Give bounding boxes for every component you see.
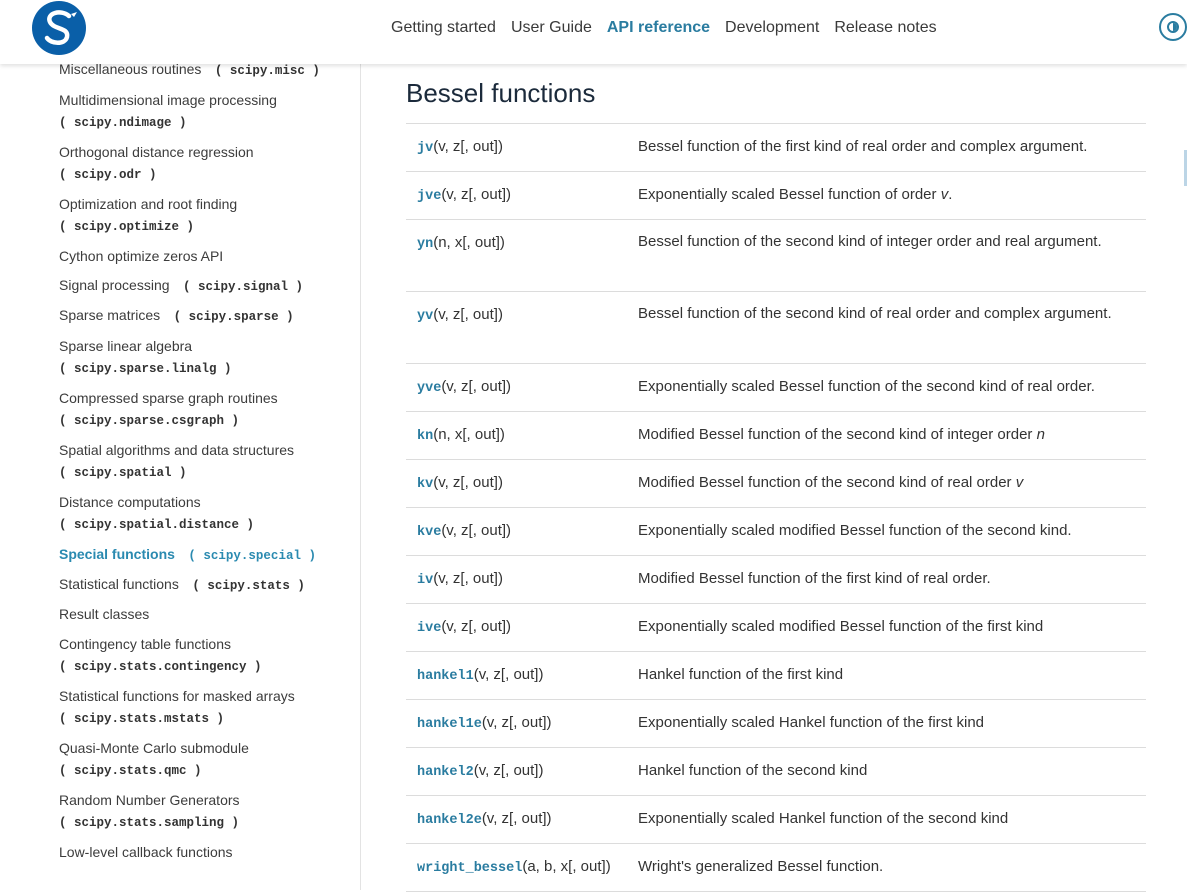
sidebar-item[interactable] — [59, 389, 278, 430]
sidebar-item-label: Random Number Generators — [59, 792, 240, 808]
function-signature — [417, 234, 505, 252]
nav-release-notes[interactable]: Release notes — [834, 19, 937, 36]
nav-api-reference[interactable]: API reference — [606, 19, 711, 36]
sidebar-item-label: Special functions — [59, 546, 175, 562]
function-args: (v, z[, out]) — [433, 138, 503, 155]
sidebar-item-module: ( scipy.sparse.linalg ) — [59, 362, 232, 376]
nav-user-guide[interactable]: User Guide — [510, 19, 592, 36]
sidebar-item[interactable] — [59, 605, 149, 623]
function-args: (v, z[, out]) — [473, 762, 544, 779]
table-row — [406, 292, 1146, 364]
sidebar-item-label: Low-level callback functions — [59, 844, 233, 860]
sidebar-item[interactable] — [59, 687, 295, 728]
sidebar-item[interactable] — [59, 843, 233, 861]
function-args: (v, z[, out]) — [481, 714, 552, 731]
function-description: Exponentially scaled Bessel function of order v. — [638, 186, 953, 203]
sidebar-item-label: Multidimensional image processing — [59, 92, 277, 108]
function-description: Hankel function of the first kind — [638, 666, 844, 683]
table-row — [406, 748, 1146, 796]
nav-getting-started[interactable]: Getting started — [391, 19, 496, 36]
table-row — [406, 604, 1146, 652]
page-title: Bessel functions — [406, 78, 596, 108]
sidebar-item[interactable] — [59, 64, 320, 80]
table-row — [406, 844, 1146, 892]
top-nav — [391, 18, 952, 38]
sidebar-item-label: Sparse linear algebra — [59, 338, 193, 354]
sidebar-item-module: ( scipy.stats.sampling ) — [59, 816, 240, 830]
function-signature — [417, 186, 511, 204]
sidebar-item-module: ( scipy.odr ) — [59, 168, 157, 182]
theme-toggle-button[interactable] — [1159, 13, 1187, 41]
function-args: (v, z[, out]) — [481, 810, 552, 827]
function-link[interactable]: iv — [417, 573, 434, 588]
function-description: Exponentially scaled modified Bessel function of the second kind. — [638, 522, 1072, 539]
table-row — [406, 556, 1146, 604]
function-description: Exponentially scaled Hankel function of the first kind — [638, 714, 985, 731]
sidebar-item-module: ( scipy.stats.contingency ) — [59, 660, 262, 674]
function-signature — [417, 570, 503, 588]
function-link[interactable]: wright_bessel — [417, 861, 523, 876]
function-link[interactable]: kv — [417, 477, 434, 492]
sidebar-item[interactable] — [59, 545, 316, 565]
sidebar-item-label: Statistical functions — [59, 576, 179, 592]
function-args: (v, z[, out]) — [441, 378, 512, 395]
sidebar-item-label: Contingency table functions — [59, 636, 231, 652]
table-row — [406, 508, 1146, 556]
function-signature — [417, 138, 503, 156]
function-link[interactable]: yn — [417, 237, 434, 252]
sidebar-item-label: Compressed sparse graph routines — [59, 390, 278, 406]
sidebar-item[interactable] — [59, 635, 262, 676]
function-link[interactable]: hankel1 — [417, 669, 474, 684]
function-args: (n, x[, out]) — [433, 426, 505, 443]
sidebar-item-module: ( scipy.stats.mstats ) — [59, 712, 225, 726]
function-signature — [417, 858, 611, 876]
sidebar-item[interactable] — [59, 575, 305, 595]
function-args: (v, z[, out]) — [433, 570, 503, 587]
function-description: Bessel function of the second kind of integer order and real argument. — [638, 233, 1102, 250]
sidebar-item[interactable] — [59, 247, 223, 265]
function-description: Exponentially scaled Hankel function of the second kind — [638, 810, 1009, 827]
function-signature — [417, 378, 511, 396]
function-description: Modified Bessel function of the first kind of real order. — [638, 570, 991, 587]
sidebar-item[interactable] — [59, 493, 254, 534]
function-link[interactable]: jv — [417, 141, 434, 156]
sidebar-item-label: Miscellaneous routines — [59, 64, 202, 77]
function-args: (v, z[, out]) — [441, 522, 512, 539]
sidebar-item[interactable] — [59, 306, 294, 326]
function-description: Exponentially scaled Bessel function of the second kind of real order. — [638, 378, 1095, 395]
sidebar-item-label: Distance computations — [59, 494, 201, 510]
function-signature — [417, 714, 552, 732]
function-description: Modified Bessel function of the second kind of real order v — [638, 474, 1024, 491]
function-signature — [417, 474, 503, 492]
function-description: Exponentially scaled modified Bessel function of the first kind — [638, 618, 1044, 635]
function-args: (n, x[, out]) — [433, 234, 505, 251]
function-args: (v, z[, out]) — [433, 306, 503, 323]
table-row — [406, 364, 1146, 412]
sidebar-item[interactable] — [59, 91, 277, 132]
function-link[interactable]: yv — [417, 309, 434, 324]
table-row — [406, 124, 1146, 172]
function-signature — [417, 762, 543, 780]
function-signature — [417, 666, 543, 684]
sidebar-item-module: ( scipy.stats.qmc ) — [59, 764, 202, 778]
sidebar-item-module: ( scipy.spatial.distance ) — [59, 518, 255, 532]
table-row — [406, 700, 1146, 748]
sidebar-item-module: ( scipy.stats ) — [184, 579, 305, 593]
sidebar-item-label: Cython optimize zeros API — [59, 248, 224, 264]
sidebar-item-module: ( scipy.optimize ) — [59, 220, 195, 234]
sidebar-item-label: Optimization and root finding — [59, 196, 238, 212]
function-args: (v, z[, out]) — [473, 666, 544, 683]
sidebar-item[interactable] — [59, 791, 240, 832]
function-link[interactable]: ive — [417, 621, 442, 636]
table-row — [406, 652, 1146, 700]
function-link[interactable]: hankel2 — [417, 765, 474, 780]
function-description: Bessel function of the second kind of real order and complex argument. — [638, 305, 1112, 322]
function-args: (v, z[, out]) — [441, 618, 512, 635]
sidebar-item[interactable] — [59, 337, 232, 378]
sidebar-item-module: ( scipy.spatial ) — [59, 466, 187, 480]
sidebar-item-module: ( scipy.special ) — [180, 549, 316, 563]
function-description: Bessel function of the first kind of real order and complex argument. — [638, 138, 1088, 155]
table-row — [406, 412, 1146, 460]
function-description: Hankel function of the second kind — [638, 762, 868, 779]
sidebar-item-module: ( scipy.ndimage ) — [59, 116, 187, 130]
sidebar-item-label: Statistical functions for masked arrays — [59, 688, 295, 704]
sidebar-item[interactable] — [59, 143, 254, 184]
sidebar-item-label: Spatial algorithms and data structures — [59, 442, 295, 458]
sidebar-item[interactable] — [59, 441, 294, 482]
nav-development[interactable]: Development — [725, 19, 820, 36]
sidebar-item[interactable] — [59, 276, 303, 296]
sidebar-item[interactable] — [59, 195, 237, 236]
function-description: Modified Bessel function of the second kind of integer order n — [638, 426, 1045, 443]
function-link[interactable]: yve — [417, 381, 442, 396]
sidebar-item-module: ( scipy.misc ) — [207, 64, 320, 78]
table-row — [406, 172, 1146, 220]
function-signature — [417, 426, 505, 444]
sidebar — [0, 64, 361, 890]
sidebar-item-label: Orthogonal distance regression — [59, 144, 254, 160]
function-link[interactable]: kve — [417, 525, 442, 540]
main-content — [361, 64, 1187, 890]
scipy-logo-icon[interactable] — [31, 0, 87, 56]
function-link[interactable]: kn — [417, 429, 434, 444]
function-description: Wright's generalized Bessel function. — [638, 858, 884, 875]
table-row — [406, 460, 1146, 508]
sidebar-item-label: Signal processing — [59, 277, 170, 293]
top-header — [0, 0, 1187, 64]
sidebar-item-module: ( scipy.signal ) — [175, 280, 304, 294]
theme-toggle-icon — [1167, 21, 1179, 33]
sidebar-item-module: ( scipy.sparse.csgraph ) — [59, 414, 240, 428]
function-signature — [417, 522, 511, 540]
table-row — [406, 220, 1146, 292]
function-link[interactable]: hankel1e — [417, 717, 482, 732]
sidebar-item-label: Sparse matrices — [59, 307, 161, 323]
function-link[interactable]: jve — [417, 189, 442, 204]
sidebar-item[interactable] — [59, 739, 249, 780]
function-signature — [417, 618, 511, 636]
function-args: (v, z[, out]) — [441, 186, 512, 203]
function-signature — [417, 810, 552, 828]
table-row — [406, 796, 1146, 844]
sidebar-item-label: Result classes — [59, 606, 150, 622]
function-link[interactable]: hankel2e — [417, 813, 482, 828]
function-args: (v, z[, out]) — [433, 474, 503, 491]
function-table — [406, 123, 1146, 892]
function-signature — [417, 306, 503, 324]
function-args: (a, b, x[, out]) — [522, 858, 611, 875]
sidebar-item-label: Quasi-Monte Carlo submodule — [59, 740, 249, 756]
sidebar-item-module: ( scipy.sparse ) — [166, 310, 294, 324]
